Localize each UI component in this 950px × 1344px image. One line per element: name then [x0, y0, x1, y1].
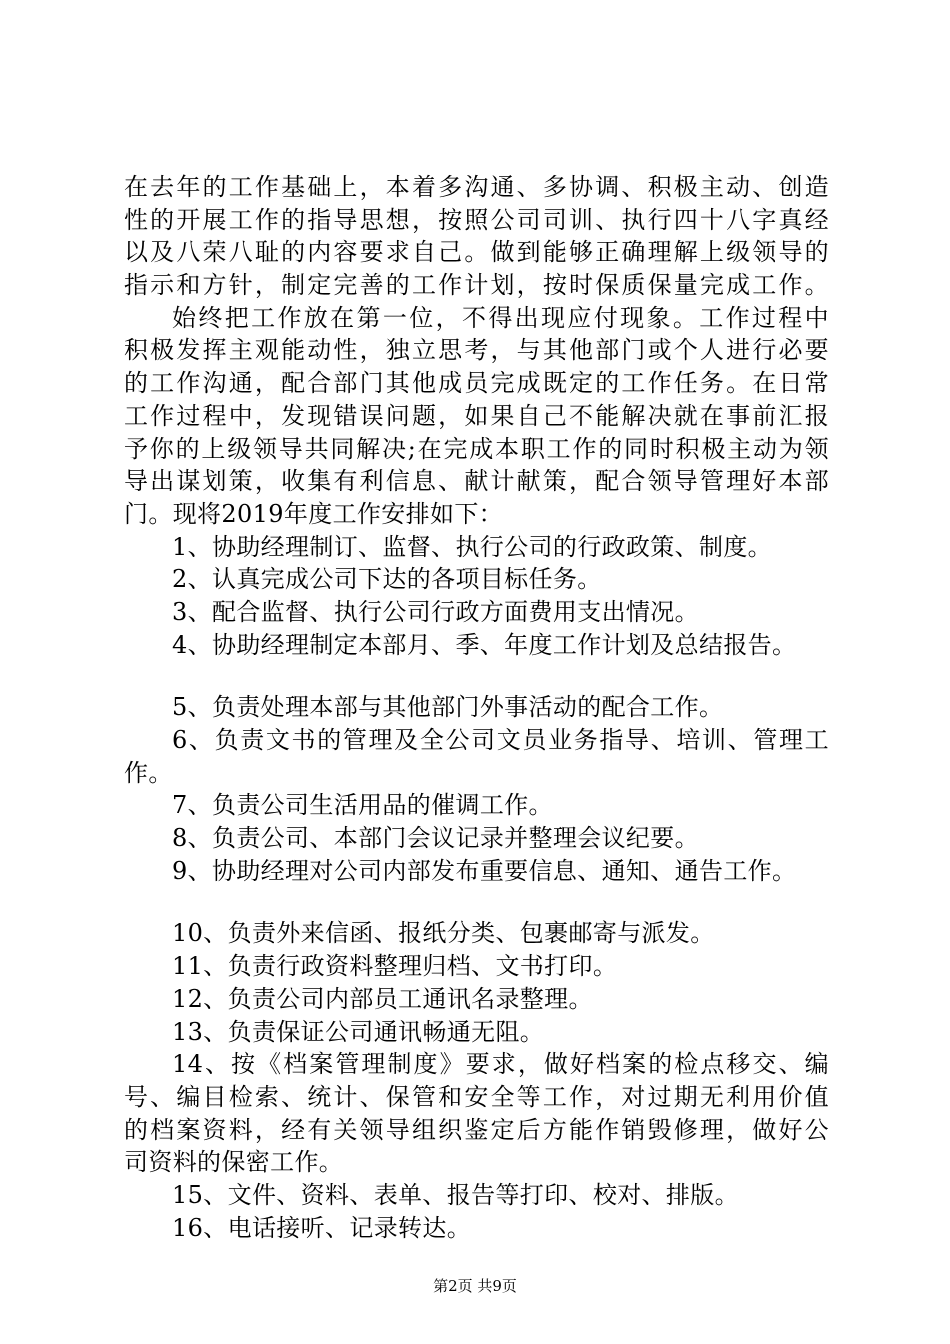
list-item: 3、配合监督、执行公司行政方面费用支出情况。 — [172, 597, 699, 626]
paragraph-line: 门。现将2019年度工作安排如下： — [124, 499, 504, 528]
paragraph-line: 指示和方针，制定完善的工作计划，按时保质保量完成工作。 — [124, 271, 829, 300]
list-item: 5、负责处理本部与其他部门外事活动的配合工作。 — [172, 693, 724, 722]
list-item: 1、协助经理制订、监督、执行公司的行政政策、制度。 — [172, 532, 773, 561]
paragraph-line: 的工作沟通，配合部门其他成员完成既定的工作任务。在日常 — [124, 369, 829, 398]
list-item-continuation: 号、编目检索、统计、保管和安全等工作，对过期无利用价值 — [124, 1082, 829, 1111]
list-item: 16、电话接听、记录转达。 — [172, 1213, 472, 1242]
paragraph-line: 工作过程中，发现错误问题，如果自己不能解决就在事前汇报 — [124, 401, 829, 430]
list-item: 15、文件、资料、表单、报告等打印、校对、排版。 — [172, 1180, 739, 1209]
paragraph-line: 以及八荣八耻的内容要求自己。做到能够正确理解上级领导的 — [124, 238, 829, 267]
list-item-continuation: 司资料的保密工作。 — [124, 1148, 344, 1177]
list-item: 12、负责公司内部员工通讯名录整理。 — [172, 984, 593, 1013]
list-item: 7、负责公司生活用品的催调工作。 — [172, 791, 553, 820]
spacer — [124, 887, 829, 917]
list-item-continuation: 作。 — [124, 758, 173, 787]
list-item: 11、负责行政资料整理归档、文书打印。 — [172, 952, 618, 981]
list-item: 6、负责文书的管理及全公司文员业务指导、培训、管理工 — [172, 726, 829, 754]
document-body — [124, 171, 829, 1244]
list-item: 10、负责外来信函、报纸分类、包裹邮寄与派发。 — [172, 919, 715, 948]
spacer — [124, 661, 829, 691]
list-item: 4、协助经理制定本部月、季、年度工作计划及总结报告。 — [172, 630, 797, 659]
paragraph-line: 在去年的工作基础上，本着多沟通、多协调、积极主动、创造 — [124, 173, 829, 201]
list-item: 9、协助经理对公司内部发布重要信息、通知、通告工作。 — [172, 856, 797, 885]
list-item: 14、按《档案管理制度》要求，做好档案的检点移交、编 — [172, 1050, 829, 1079]
paragraph-line: 导出谋划策，收集有利信息、献计献策，配合领导管理好本部 — [124, 467, 829, 496]
paragraph-line: 性的开展工作的指导思想，按照公司司训、执行四十八字真经 — [124, 205, 829, 234]
list-item: 2、认真完成公司下达的各项目标任务。 — [172, 565, 602, 594]
paragraph-line: 积极发挥主观能动性，独立思考，与其他部门或个人进行必要 — [124, 336, 829, 365]
paragraph-line: 始终把工作放在第一位，不得出现应付现象。工作过程中 — [172, 303, 829, 332]
paragraph-line: 予你的上级领导共同解决;在完成本职工作的同时积极主动为领 — [124, 434, 829, 463]
list-item-continuation: 的档案资料，经有关领导组织鉴定后方能作销毁修理，做好公 — [124, 1115, 829, 1144]
list-item: 13、负责保证公司通讯畅通无阻。 — [172, 1017, 545, 1046]
list-item: 8、负责公司、本部门会议记录并整理会议纪要。 — [172, 824, 699, 853]
page-footer: 第2页 共9页 — [433, 1277, 517, 1295]
